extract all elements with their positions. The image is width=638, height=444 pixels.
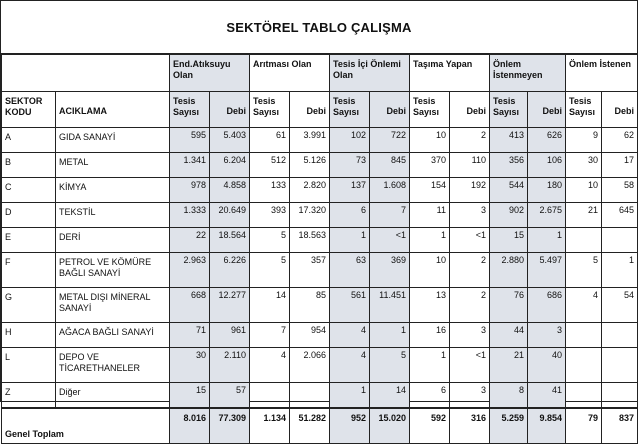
tesis-count-cell: 6 [330, 203, 370, 228]
debi-cell: 3 [450, 203, 490, 228]
total-debi-cell: 9.854 [528, 408, 566, 444]
sector-description-cell: KİMYA [56, 178, 170, 203]
debi-cell: 106 [528, 153, 566, 178]
total-debi-cell: 316 [450, 408, 490, 444]
header-group-row [2, 55, 638, 92]
tesis-count-cell: 668 [170, 288, 210, 323]
header-group-tasima: Taşıma Yapan [410, 55, 490, 92]
table-row [2, 128, 638, 153]
debi-cell: 85 [290, 288, 330, 323]
header-sub-row [2, 92, 638, 128]
header-blank-code [2, 55, 56, 92]
header-group-end-atiksuyu: End.Atıksuyu Olan [170, 55, 250, 92]
tesis-count-cell: 2.963 [170, 253, 210, 288]
header-count: Tesis Sayısı [410, 92, 450, 128]
debi-cell [602, 348, 638, 383]
total-label: Genel Toplam [2, 408, 170, 444]
debi-cell [602, 383, 638, 409]
tesis-count-cell: 4 [566, 288, 602, 323]
tesis-count-cell: 21 [490, 348, 528, 383]
debi-cell: <1 [450, 348, 490, 383]
debi-cell: 17.320 [290, 203, 330, 228]
sector-description-cell: TEKSTİL [56, 203, 170, 228]
tesis-count-cell: 44 [490, 323, 528, 348]
header-count: Tesis Sayısı [170, 92, 210, 128]
tesis-count-cell: 8 [490, 383, 528, 409]
debi-cell: 6.226 [210, 253, 250, 288]
debi-cell: 961 [210, 323, 250, 348]
tesis-count-cell: 10 [566, 178, 602, 203]
tesis-count-cell: 1 [410, 228, 450, 253]
tesis-count-cell: 6 [410, 383, 450, 409]
debi-cell: 3 [450, 323, 490, 348]
tesis-count-cell: 512 [250, 153, 290, 178]
sector-code-cell: F [2, 253, 56, 288]
header-debi: Debi [210, 92, 250, 128]
tesis-count-cell: 544 [490, 178, 528, 203]
sector-description-cell: DEPO VE TİCARETHANELER [56, 348, 170, 383]
header-group-aritmasi: Arıtması Olan [250, 55, 330, 92]
header-group-onlem-istenen: Önlem İstenen [566, 55, 638, 92]
total-count-cell: 952 [330, 408, 370, 444]
tesis-count-cell: 11 [410, 203, 450, 228]
table-row [2, 203, 638, 228]
debi-cell: 192 [450, 178, 490, 203]
debi-cell: 18.563 [290, 228, 330, 253]
tesis-count-cell: 413 [490, 128, 528, 153]
tesis-count-cell: 1 [410, 348, 450, 383]
tesis-count-cell: 4 [330, 348, 370, 383]
tesis-count-cell: 30 [566, 153, 602, 178]
tesis-count-cell: 5 [250, 253, 290, 288]
tesis-count-cell: 902 [490, 203, 528, 228]
header-count: Tesis Sayısı [330, 92, 370, 128]
tesis-count-cell: 1.333 [170, 203, 210, 228]
sector-description-cell: GIDA SANAYİ [56, 128, 170, 153]
tesis-count-cell [566, 348, 602, 383]
debi-cell: 20.649 [210, 203, 250, 228]
debi-cell: 57 [210, 383, 250, 409]
tesis-count-cell: 102 [330, 128, 370, 153]
debi-cell: 58 [602, 178, 638, 203]
debi-cell [602, 228, 638, 253]
tesis-count-cell: 76 [490, 288, 528, 323]
debi-cell: 62 [602, 128, 638, 153]
debi-cell: 12.277 [210, 288, 250, 323]
debi-cell: 3 [450, 383, 490, 409]
sector-description-cell: Diğer [56, 383, 170, 409]
sector-code-cell: B [2, 153, 56, 178]
total-debi-cell: 77.309 [210, 408, 250, 444]
debi-cell: 3.991 [290, 128, 330, 153]
table-row [2, 323, 638, 348]
debi-cell: 18.564 [210, 228, 250, 253]
table-row [2, 153, 638, 178]
document-title: SEKTÖREL TABLO ÇALIŞMA [1, 1, 637, 54]
sector-code-cell: Z [2, 383, 56, 409]
tesis-count-cell: 137 [330, 178, 370, 203]
table-row [2, 288, 638, 323]
header-aciklama: ACIKLAMA [56, 92, 170, 128]
sector-description-cell: METAL [56, 153, 170, 178]
header-count: Tesis Sayısı [566, 92, 602, 128]
tesis-count-cell: 595 [170, 128, 210, 153]
debi-cell: 2.820 [290, 178, 330, 203]
tesis-count-cell: 9 [566, 128, 602, 153]
header-count: Tesis Sayısı [250, 92, 290, 128]
header-debi: Debi [528, 92, 566, 128]
debi-cell: 2 [450, 288, 490, 323]
debi-cell: 110 [450, 153, 490, 178]
header-sektor-kodu: SEKTOR KODU [2, 92, 56, 128]
tesis-count-cell: 15 [170, 383, 210, 409]
header-debi: Debi [370, 92, 410, 128]
debi-cell: 7 [370, 203, 410, 228]
tesis-count-cell [250, 383, 290, 409]
sector-description-cell: AĞACA BAĞLI SANAYİ [56, 323, 170, 348]
debi-cell: 357 [290, 253, 330, 288]
tesis-count-cell: 1 [330, 228, 370, 253]
debi-cell: 54 [602, 288, 638, 323]
total-count-cell: 8.016 [170, 408, 210, 444]
debi-cell: 4.858 [210, 178, 250, 203]
tesis-count-cell: 1 [330, 383, 370, 409]
sector-code-cell: G [2, 288, 56, 323]
debi-cell: 722 [370, 128, 410, 153]
debi-cell: 2.066 [290, 348, 330, 383]
debi-cell: 645 [602, 203, 638, 228]
total-row [2, 408, 638, 444]
debi-cell: 3 [528, 323, 566, 348]
tesis-count-cell: 16 [410, 323, 450, 348]
header-count: Tesis Sayısı [490, 92, 528, 128]
debi-cell: 180 [528, 178, 566, 203]
debi-cell: <1 [450, 228, 490, 253]
total-debi-cell: 51.282 [290, 408, 330, 444]
debi-cell: 17 [602, 153, 638, 178]
debi-cell: 2 [450, 253, 490, 288]
debi-cell: 6.204 [210, 153, 250, 178]
debi-cell: 11.451 [370, 288, 410, 323]
tesis-count-cell: 13 [410, 288, 450, 323]
sector-description-cell: PETROL VE KÖMÜRE BAĞLI SANAYİ [56, 253, 170, 288]
debi-cell: 1 [370, 323, 410, 348]
sector-description-cell: DERİ [56, 228, 170, 253]
table-row [2, 383, 638, 409]
header-blank-desc [56, 55, 170, 92]
tesis-count-cell: 10 [410, 128, 450, 153]
debi-cell: 5 [370, 348, 410, 383]
total-count-cell: 5.259 [490, 408, 528, 444]
tesis-count-cell: 14 [250, 288, 290, 323]
tesis-count-cell: 10 [410, 253, 450, 288]
tesis-count-cell: 22 [170, 228, 210, 253]
debi-cell: 40 [528, 348, 566, 383]
tesis-count-cell: 30 [170, 348, 210, 383]
tesis-count-cell: 561 [330, 288, 370, 323]
tesis-count-cell [566, 323, 602, 348]
tesis-count-cell [566, 383, 602, 409]
table-row [2, 178, 638, 203]
tesis-count-cell: 21 [566, 203, 602, 228]
sector-code-cell: C [2, 178, 56, 203]
header-group-tesis-ici: Tesis İçi Önlemi Olan [330, 55, 410, 92]
sector-code-cell: H [2, 323, 56, 348]
tesis-count-cell: 370 [410, 153, 450, 178]
header-debi: Debi [450, 92, 490, 128]
tesis-count-cell: 356 [490, 153, 528, 178]
tesis-count-cell: 73 [330, 153, 370, 178]
tesis-count-cell: 4 [330, 323, 370, 348]
debi-cell: 1.608 [370, 178, 410, 203]
tesis-count-cell: 393 [250, 203, 290, 228]
tesis-count-cell: 71 [170, 323, 210, 348]
debi-cell: 1 [602, 253, 638, 288]
debi-cell: <1 [370, 228, 410, 253]
total-count-cell: 592 [410, 408, 450, 444]
tesis-count-cell: 63 [330, 253, 370, 288]
debi-cell: 369 [370, 253, 410, 288]
debi-cell: 2.110 [210, 348, 250, 383]
debi-cell: 5.403 [210, 128, 250, 153]
debi-cell: 845 [370, 153, 410, 178]
sector-code-cell: A [2, 128, 56, 153]
header-debi: Debi [290, 92, 330, 128]
tesis-count-cell: 15 [490, 228, 528, 253]
debi-cell [290, 383, 330, 409]
debi-cell: 954 [290, 323, 330, 348]
tesis-count-cell: 133 [250, 178, 290, 203]
header-group-onlem-istenmeyen: Önlem İstenmeyen [490, 55, 566, 92]
debi-cell: 41 [528, 383, 566, 409]
tesis-count-cell: 61 [250, 128, 290, 153]
debi-cell: 2 [450, 128, 490, 153]
table-row [2, 348, 638, 383]
tesis-count-cell: 4 [250, 348, 290, 383]
tesis-count-cell: 1.341 [170, 153, 210, 178]
table-row [2, 253, 638, 288]
sector-description-cell: METAL DIŞI MİNERAL SANAYİ [56, 288, 170, 323]
sector-table [1, 54, 638, 444]
total-debi-cell: 837 [602, 408, 638, 444]
sector-code-cell: L [2, 348, 56, 383]
tesis-count-cell: 5 [566, 253, 602, 288]
debi-cell [602, 323, 638, 348]
debi-cell: 1 [528, 228, 566, 253]
tesis-count-cell: 7 [250, 323, 290, 348]
debi-cell: 5.126 [290, 153, 330, 178]
debi-cell: 5.497 [528, 253, 566, 288]
header-debi: Debi [602, 92, 638, 128]
table-row [2, 228, 638, 253]
total-count-cell: 79 [566, 408, 602, 444]
tesis-count-cell: 154 [410, 178, 450, 203]
total-debi-cell: 15.020 [370, 408, 410, 444]
table-body [2, 55, 638, 444]
total-count-cell: 1.134 [250, 408, 290, 444]
sector-code-cell: E [2, 228, 56, 253]
tesis-count-cell: 978 [170, 178, 210, 203]
tesis-count-cell: 5 [250, 228, 290, 253]
sector-code-cell: D [2, 203, 56, 228]
debi-cell: 14 [370, 383, 410, 409]
debi-cell: 686 [528, 288, 566, 323]
debi-cell: 2.675 [528, 203, 566, 228]
tesis-count-cell [566, 228, 602, 253]
debi-cell: 626 [528, 128, 566, 153]
tesis-count-cell: 2.880 [490, 253, 528, 288]
